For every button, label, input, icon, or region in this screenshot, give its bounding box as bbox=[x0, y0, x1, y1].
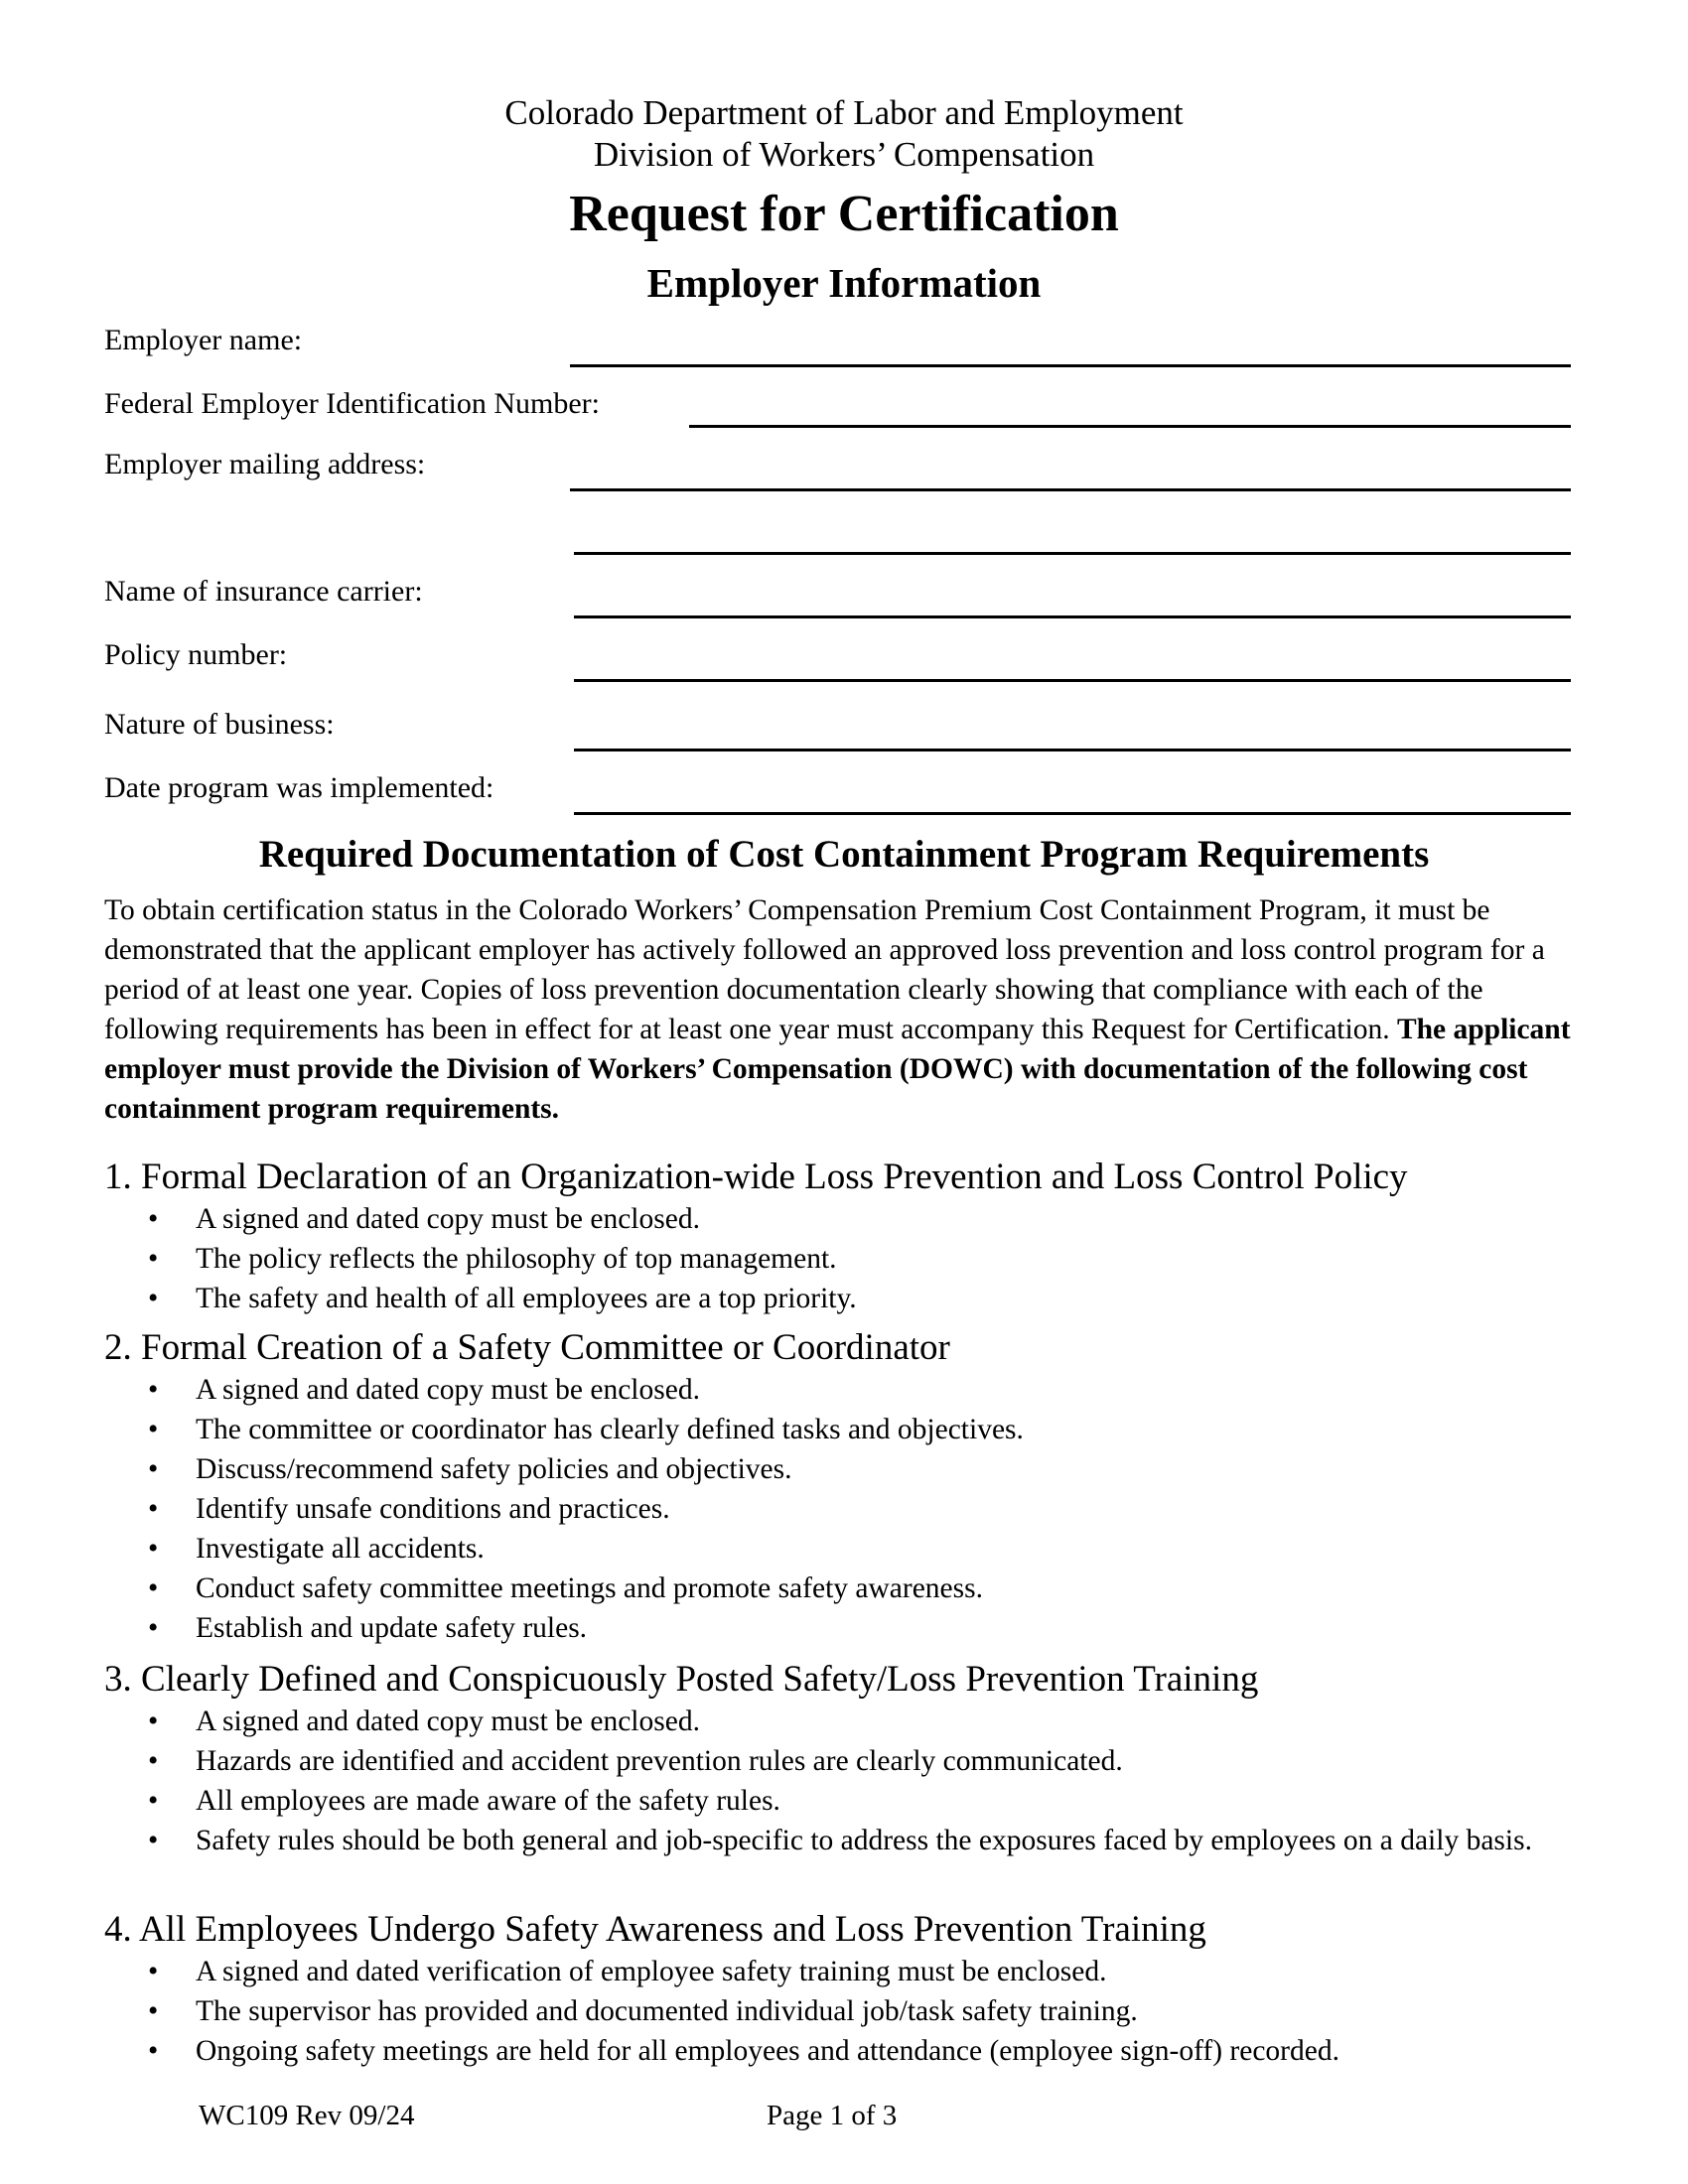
label-fein: Federal Employer Identification Number: bbox=[104, 387, 600, 420]
intro-bold-text: The applicant employer must provide the Division of Workers’ Compensation (DOWC) with documentation of the following cost containment program requirements. bbox=[104, 1014, 1571, 1125]
field-nature-of-business[interactable] bbox=[574, 749, 1571, 751]
list-item bbox=[104, 1821, 1614, 1860]
list-item bbox=[104, 1199, 1614, 1239]
list-item-text: Investigate all accidents. bbox=[196, 1533, 485, 1565]
bullet-icon: • bbox=[148, 2035, 159, 2067]
list-item bbox=[104, 1741, 1614, 1781]
list-item-text: Identify unsafe conditions and practices. bbox=[196, 1493, 670, 1525]
bullet-icon: • bbox=[148, 1453, 159, 1485]
list-item bbox=[104, 1991, 1614, 2031]
list-item-text: A signed and dated copy must be enclosed. bbox=[196, 1374, 700, 1406]
requirement-bullets bbox=[104, 1702, 1614, 1860]
bullet-icon: • bbox=[148, 1493, 159, 1525]
list-item bbox=[104, 1489, 1614, 1529]
list-item-text: All employees are made aware of the safety rules. bbox=[196, 1785, 780, 1817]
requirement-4 bbox=[104, 1908, 1614, 2071]
list-item-text: A signed and dated copy must be enclosed. bbox=[196, 1706, 700, 1737]
bullet-icon: • bbox=[148, 1414, 159, 1445]
list-item bbox=[104, 1370, 1614, 1410]
requirement-bullets bbox=[104, 1370, 1614, 1648]
list-item bbox=[104, 1702, 1614, 1741]
bullet-icon: • bbox=[148, 1995, 159, 2027]
list-item bbox=[104, 1608, 1614, 1648]
bullet-icon: • bbox=[148, 1374, 159, 1406]
intro-paragraph bbox=[104, 890, 1594, 1129]
requirement-2 bbox=[104, 1326, 1614, 1648]
list-item bbox=[104, 1952, 1614, 1991]
requirement-bullets bbox=[104, 1952, 1614, 2071]
label-mailing-address: Employer mailing address: bbox=[104, 448, 426, 480]
list-item-text: A signed and dated verification of employee safety training must be enclosed. bbox=[196, 1956, 1107, 1987]
list-item-text: The policy reflects the philosophy of top management. bbox=[196, 1243, 837, 1275]
requirement-heading: 4. All Employees Undergo Safety Awareness and Loss Prevention Training bbox=[104, 1909, 1206, 1950]
label-policy-number: Policy number: bbox=[104, 638, 288, 671]
bullet-icon: • bbox=[148, 1745, 159, 1777]
field-mailing-address-line-1[interactable] bbox=[570, 488, 1571, 491]
field-date-implemented[interactable] bbox=[574, 812, 1571, 815]
list-item bbox=[104, 1781, 1614, 1821]
list-item bbox=[104, 2031, 1614, 2071]
section-title-requirements: Required Documentation of Cost Containment Program Requirements bbox=[258, 833, 1430, 876]
list-item-text: Discuss/recommend safety policies and objectives. bbox=[196, 1453, 792, 1485]
field-mailing-address-line-2[interactable] bbox=[574, 552, 1571, 555]
list-item-text: A signed and dated copy must be enclosed. bbox=[196, 1203, 700, 1235]
requirement-heading: 3. Clearly Defined and Conspicuously Posted Safety/Loss Prevention Training bbox=[104, 1659, 1259, 1700]
department-name: Colorado Department of Labor and Employment bbox=[504, 93, 1184, 132]
bullet-icon: • bbox=[148, 1956, 159, 1987]
list-item-text: Safety rules should be both general and job-specific to address the exposures faced by employees on a daily basis. bbox=[196, 1825, 1532, 1856]
page-number: Page 1 of 3 bbox=[767, 2100, 898, 2131]
bullet-icon: • bbox=[148, 1203, 159, 1235]
bullet-icon: • bbox=[148, 1243, 159, 1275]
requirement-3 bbox=[104, 1658, 1614, 1860]
form-id: WC109 Rev 09/24 bbox=[199, 2100, 415, 2131]
division-name: Division of Workers’ Compensation bbox=[593, 135, 1095, 174]
requirement-heading: 1. Formal Declaration of an Organization-wide Loss Prevention and Loss Control Policy bbox=[104, 1157, 1408, 1197]
field-policy-number[interactable] bbox=[574, 679, 1571, 682]
field-employer-name[interactable] bbox=[570, 364, 1571, 367]
list-item-text: Ongoing safety meetings are held for all employees and attendance (employee sign-off) recorded. bbox=[196, 2035, 1339, 2067]
list-item bbox=[104, 1449, 1614, 1489]
bullet-icon: • bbox=[148, 1612, 159, 1644]
list-item-text: The safety and health of all employees are a top priority. bbox=[196, 1283, 857, 1314]
bullet-icon: • bbox=[148, 1283, 159, 1314]
field-fein[interactable] bbox=[689, 425, 1571, 428]
list-item-text: Hazards are identified and accident prevention rules are clearly communicated. bbox=[196, 1745, 1123, 1777]
section-subtitle-employer-info: Employer Information bbox=[646, 260, 1042, 306]
list-item bbox=[104, 1239, 1614, 1279]
list-item bbox=[104, 1569, 1614, 1608]
bullet-icon: • bbox=[148, 1533, 159, 1565]
list-item bbox=[104, 1279, 1614, 1318]
bullet-icon: • bbox=[148, 1572, 159, 1604]
requirement-heading: 2. Formal Creation of a Safety Committee or Coordinator bbox=[104, 1327, 950, 1368]
bullet-icon: • bbox=[148, 1706, 159, 1737]
page-title: Request for Certification bbox=[569, 186, 1119, 242]
label-nature-of-business: Nature of business: bbox=[104, 708, 335, 741]
list-item bbox=[104, 1529, 1614, 1569]
list-item-text: The supervisor has provided and documented individual job/task safety training. bbox=[196, 1995, 1138, 2027]
list-item-text: The committee or coordinator has clearly defined tasks and objectives. bbox=[196, 1414, 1024, 1445]
bullet-icon: • bbox=[148, 1785, 159, 1817]
list-item-text: Establish and update safety rules. bbox=[196, 1612, 588, 1644]
list-item-text: Conduct safety committee meetings and promote safety awareness. bbox=[196, 1572, 983, 1604]
bullet-icon: • bbox=[148, 1825, 159, 1856]
requirement-bullets bbox=[104, 1199, 1614, 1318]
intro-text: To obtain certification status in the Colorado Workers’ Compensation Premium Cost Containment Program, it must be demonstrated that the applicant employer has actively followed an approved loss prevention and loss control program for a period of at least one year. Copies of loss prevention documentation clearly showing that compliance with each of the following requirements has been in effect for at least one year must accompany this Request for Certification. bbox=[104, 894, 1545, 1045]
requirement-1 bbox=[104, 1156, 1614, 1318]
field-insurance-carrier[interactable] bbox=[574, 615, 1571, 618]
label-date-implemented: Date program was implemented: bbox=[104, 771, 494, 804]
list-item bbox=[104, 1410, 1614, 1449]
label-insurance-carrier: Name of insurance carrier: bbox=[104, 575, 423, 608]
label-employer-name: Employer name: bbox=[104, 324, 303, 356]
